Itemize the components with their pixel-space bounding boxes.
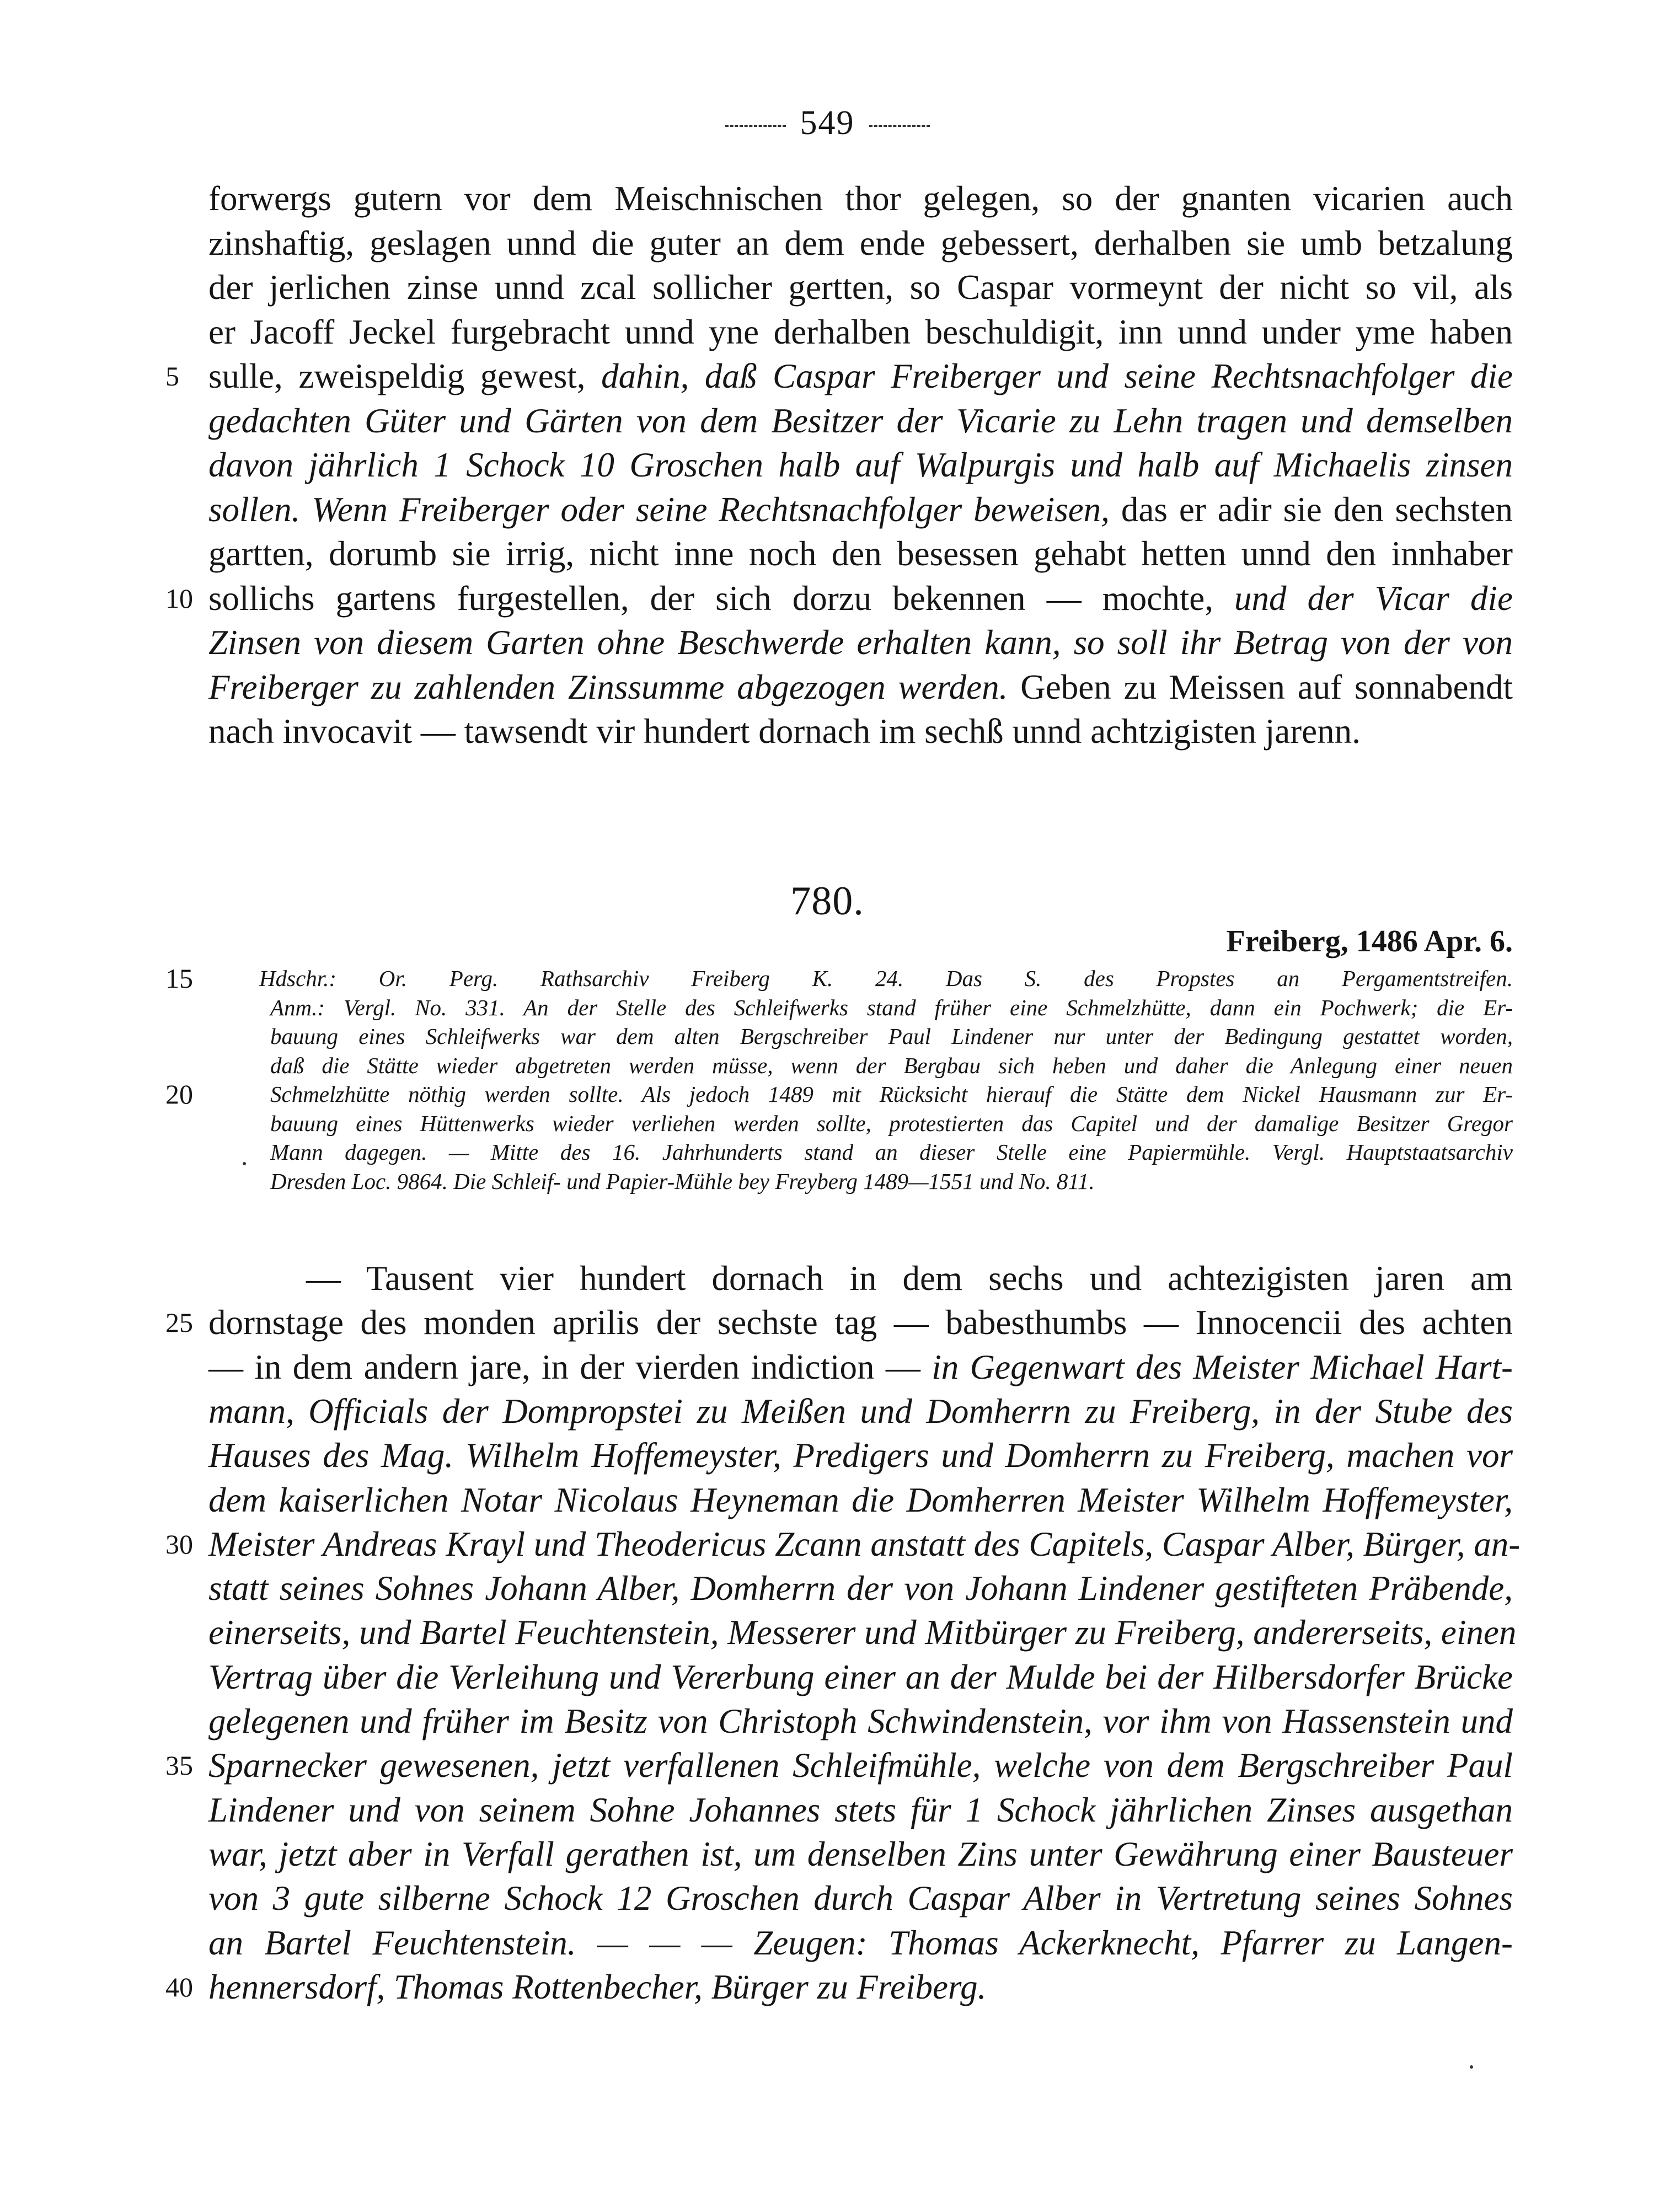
italic-text-run: Lindener und von seinem Sohne Johannes stets für 1 Schock jährlichen Zinses ausgethan	[208, 1790, 1513, 1829]
text-run: nach invocavit — tawsendt vir hundert dornach im sechß unnd achtzigisten jarenn.	[208, 712, 1361, 751]
page-number-dash-right	[869, 125, 930, 127]
text-run: forwergs gutern vor dem Meischnischen thor gelegen, so der gnanten vicarien auch	[208, 179, 1513, 218]
document-number: 780.	[790, 879, 864, 924]
text-line	[208, 620, 1513, 665]
apparatus-line	[270, 1080, 1513, 1108]
italic-text-run: Schmelzhütte nöthig werden sollte. Als jedoch 1489 mit Rücksicht hierauf die Stätte dem Nickel Hausmann zur Er-	[270, 1081, 1513, 1107]
text-line	[208, 399, 1513, 443]
italic-text-run: Hdschr.: Or. Perg. Rathsarchiv Freiberg K. 24. Das S. des Propstes an Pergamentstreifen.	[259, 966, 1513, 991]
italic-text-run: Zinsen von diesem Garten ohne Beschwerde erhalten kann, so soll ihr Betrag von der von	[208, 623, 1513, 662]
italic-text-run: Anm.: Vergl. No. 331. An der Stelle des Schleifwerks stand früher eine Schmelzhütte, dann ein Pochwerk; die Er-	[270, 994, 1513, 1020]
text-run: zinshaftig, geslagen unnd die guter an dem ende gebessert, derhalben sie umb betzalung	[208, 223, 1513, 263]
apparatus-line	[270, 1167, 1513, 1196]
text-line	[208, 1433, 1513, 1477]
text-line	[208, 1566, 1513, 1610]
text-line	[208, 176, 1513, 221]
text-line	[208, 709, 1513, 753]
text-run: sollichs gartens furgestellen, der sich dorzu bekennen — mochte,	[208, 579, 1235, 618]
italic-text-run: Mann dagegen. — Mitte des 16. Jahrhunderts stand an dieser Stelle eine Papiermühle. Vergl. Hauptstaatsarchiv	[270, 1139, 1513, 1165]
italic-text-run: und der Vicar die	[1234, 579, 1513, 618]
text-line	[208, 1921, 1513, 1965]
italic-text-run: statt seines Sohnes Johann Alber, Domherrn der von Johann Lindener gestifteten Präbende,	[208, 1569, 1513, 1608]
text-line	[208, 665, 1513, 709]
text-line	[208, 1788, 1513, 1832]
text-line	[208, 221, 1513, 265]
scan-speck	[243, 1162, 246, 1165]
text-line	[208, 488, 1513, 532]
italic-text-run: sollen. Wenn Freiberger oder seine Rechtsnachfolger beweisen,	[208, 490, 1110, 529]
italic-text-run: davon jährlich 1 Schock 10 Groschen halb auf Walpurgis und halb auf Michaelis zinsen	[208, 446, 1513, 484]
line-number: 20	[165, 1079, 193, 1110]
text-run: dornstage des monden aprilis der sechste tag — babesthumbs — Innocencii des achten	[208, 1303, 1513, 1342]
italic-text-run: von 3 gute silberne Schock 12 Groschen durch Caspar Alber in Vertretung seines Sohnes	[208, 1879, 1513, 1918]
italic-text-run: an Bartel Feuchtenstein. — — — Zeugen: Thomas Ackerknecht, Pfarrer zu Langen-	[208, 1923, 1513, 1962]
italic-text-run: war, jetzt aber in Verfall gerathen ist, um denselben Zins unter Gewährung einer Bausteuer	[208, 1834, 1513, 1873]
text-run: gartten, dorumb sie irrig, nicht inne noch den besessen gehabt hetten unnd den innhaber	[208, 534, 1513, 573]
text-line	[208, 310, 1513, 354]
text-run: das er adir sie den sechsten	[1109, 490, 1513, 529]
italic-text-run: in Gegenwart des Meister Michael Hart-	[932, 1347, 1513, 1386]
text-run: der jerlichen zinse unnd zcal sollicher gertten, so Caspar vormeynt der nicht so vil, als	[208, 268, 1513, 307]
text-line	[208, 1478, 1513, 1522]
italic-text-run: bauung eines Hüttenwerks wieder verliehen werden sollte, protestierten das Capitel und der damalige Besitzer Gregor	[270, 1110, 1513, 1136]
scan-speck	[1470, 2065, 1473, 2069]
italic-text-run: Freiberger zu zahlenden Zinssumme abgezogen werden.	[208, 667, 1008, 706]
italic-text-run: Vertrag über die Verleihung und Vererbung einer an der Mulde bei der Hilbersdorfer Brücke	[208, 1657, 1513, 1696]
text-line	[208, 1300, 1513, 1345]
text-line	[208, 265, 1513, 309]
text-line	[208, 532, 1513, 576]
apparatus-line	[270, 993, 1513, 1022]
apparatus-line	[270, 1051, 1513, 1080]
apparatus-line	[270, 1138, 1513, 1166]
text-line	[208, 1876, 1513, 1920]
italic-text-run: Meister Andreas Krayl und Theodericus Zcann anstatt des Capitels, Caspar Alber, Bürger, an-	[208, 1524, 1521, 1563]
italic-text-run: hennersdorf, Thomas Rottenbecher, Bürger zu Freiberg.	[208, 1967, 987, 2006]
text-run: Geben zu Meissen auf sonnabendt	[1008, 667, 1513, 706]
text-line	[208, 1832, 1513, 1876]
text-line	[208, 1389, 1513, 1433]
text-line	[208, 1522, 1521, 1566]
text-line	[208, 576, 1513, 620]
line-number: 40	[165, 1971, 193, 2002]
text-line	[208, 1655, 1513, 1699]
line-number: 10	[165, 582, 193, 614]
italic-text-run: einerseits, und Bartel Feuchtenstein, Messerer und Mitbürger zu Freiberg, andererseits, einen	[208, 1613, 1517, 1652]
apparatus-line	[259, 964, 1513, 993]
italic-text-run: dahin, daß Caspar Freiberger und seine Rechtsnachfolger die	[601, 357, 1513, 395]
italic-text-run: Hauses des Mag. Wilhelm Hoffemeyster, Predigers und Domherrn zu Freiberg, machen vor	[208, 1436, 1513, 1475]
italic-text-run: gelegenen und früher im Besitz von Christoph Schwindenstein, vor ihm von Hassenstein und	[208, 1702, 1513, 1740]
text-line	[208, 1610, 1517, 1654]
italic-text-run: gedachten Güter und Gärten von dem Besitzer der Vicarie zu Lehn tragen und demselben	[208, 401, 1513, 440]
line-number: 30	[165, 1528, 193, 1560]
line-number: 15	[165, 963, 193, 994]
text-line	[306, 1256, 1513, 1300]
line-number: 35	[165, 1750, 193, 1781]
text-line	[208, 1743, 1513, 1787]
text-line	[208, 443, 1513, 487]
line-number: 25	[165, 1307, 193, 1338]
italic-text-run: mann, Officials der Dompropstei zu Meißen und Domherrn zu Freiberg, in der Stube des	[208, 1391, 1513, 1431]
text-run: — in dem andern jare, in der vierden indiction —	[208, 1347, 932, 1386]
line-number: 5	[165, 361, 179, 392]
text-line	[208, 1699, 1513, 1743]
text-line	[208, 354, 1513, 398]
text-line	[208, 1345, 1513, 1389]
text-run: sulle, zweispeldig gewest,	[208, 357, 602, 395]
text-line	[208, 1965, 1513, 2009]
apparatus-line	[270, 1022, 1513, 1051]
italic-text-run: Dresden Loc. 9864. Die Schleif- und Papier-Mühle bey Freyberg 1489—1551 und No. 811.	[270, 1168, 1095, 1194]
italic-text-run: dem kaiserlichen Notar Nicolaus Heyneman die Domherren Meister Wilhelm Hoffemeyster,	[208, 1480, 1513, 1519]
apparatus-line	[270, 1109, 1513, 1138]
text-run: — Tausent vier hundert dornach in dem sechs und achtezigisten jaren am	[306, 1259, 1513, 1298]
italic-text-run: Sparnecker gewesenen, jetzt verfallenen Schleifmühle, welche von dem Bergschreiber Paul	[208, 1746, 1513, 1785]
italic-text-run: daß die Stätte wieder abgetreten werden müsse, wenn der Bergbau sich heben und daher die Anlegung einer neuen	[270, 1052, 1513, 1078]
page-number-value: 549	[800, 104, 855, 142]
page-number-dash-left	[725, 125, 786, 127]
page-number	[689, 104, 965, 143]
document-place-date: Freiberg, 1486 Apr. 6.	[1226, 924, 1513, 958]
text-run: er Jacoff Jeckel furgebracht unnd yne derhalben beschuldigit, inn unnd under yme haben	[208, 312, 1513, 351]
italic-text-run: bauung eines Schleifwerks war dem alten Bergschreiber Paul Lindener nur unter der Bedingung gestattet worden,	[270, 1024, 1513, 1049]
